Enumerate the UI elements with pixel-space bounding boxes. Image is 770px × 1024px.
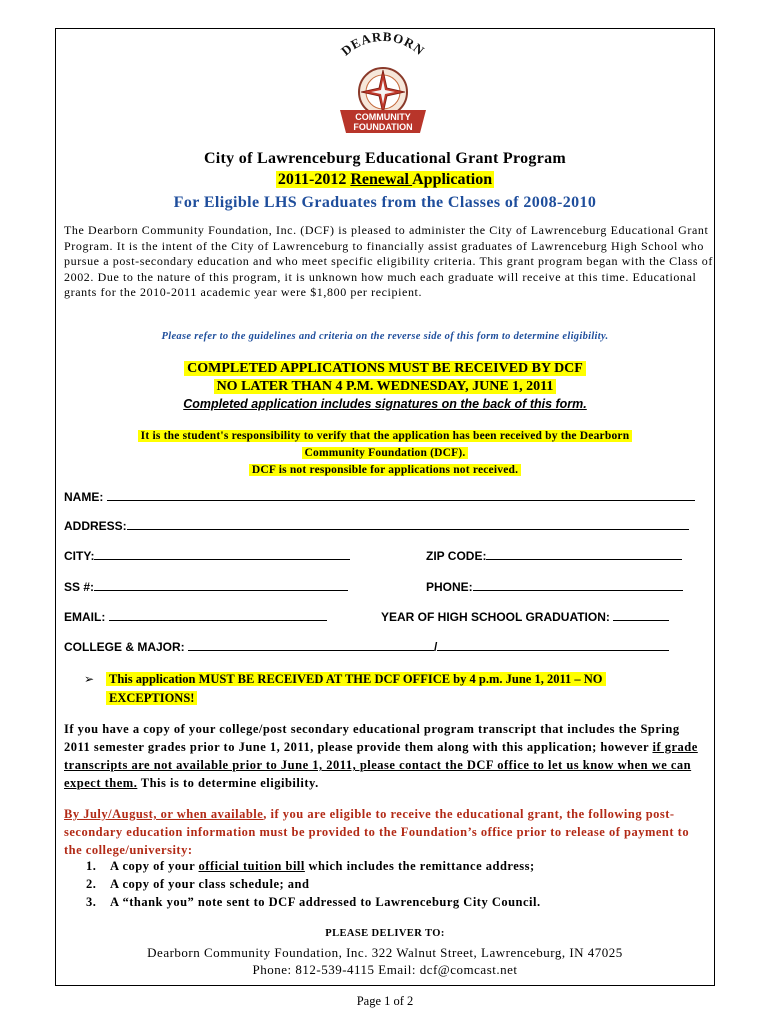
list-item: 3. A “thank you” note sent to DCF addressed to Lawrenceburg City Council. <box>86 895 541 909</box>
dearborn-logo <box>318 32 448 134</box>
subtitle: 2011-2012 Renewal Application <box>277 171 493 188</box>
graduation-year-field[interactable]: YEAR OF HIGH SCHOOL GRADUATION: <box>381 610 669 624</box>
payment-paragraph: By July/August, or when available, if you are eligible to receive the educational grant, the following post-secondary education information must be provided to the Foundation’s office prior to release of payment to the college/university: <box>64 807 690 857</box>
phone-field[interactable]: PHONE: <box>426 580 683 594</box>
list-item: 2. A copy of your class schedule; and <box>86 877 310 891</box>
deadline-subnote: Completed application includes signatures on the back of this form. <box>183 397 587 411</box>
list-item: 1. A copy of your official tuition bill which includes the remittance address; <box>86 859 535 873</box>
name-field[interactable]: NAME: <box>64 490 695 504</box>
eligibility-heading: For Eligible LHS Graduates from the Classes of 2008-2010 <box>173 194 597 211</box>
requirements-list <box>86 857 541 911</box>
svg-text:DEARBORN <box>338 32 428 58</box>
zip-code-field[interactable]: ZIP CODE: <box>426 549 682 563</box>
deliver-contact: Phone: 812-539-4115 Email: dcf@comcast.net <box>252 962 518 977</box>
guidelines-note: Please refer to the guidelines and criteria on the reverse side of this form to determine eligibility. <box>161 331 609 342</box>
page-number: Page 1 of 2 <box>356 994 414 1008</box>
logo-banner-line1: COMMUNITY <box>355 112 411 122</box>
deadline-notice: COMPLETED APPLICATIONS MUST BE RECEIVED BY DCF NO LATER THAN 4 P.M. WEDNESDAY, JUNE 1, 2011 <box>60 360 710 396</box>
arrow-bullet-icon: ➢ <box>84 672 95 686</box>
logo-banner-line2: FOUNDATION <box>353 122 413 132</box>
email-field[interactable]: EMAIL: <box>64 610 327 624</box>
logo-word: DEARBORN <box>338 32 428 59</box>
intro-paragraph: The Dearborn Community Foundation, Inc. (DCF) is pleased to administer the City of Lawrenceburg Educational Grant Program. It is the intent of the City of Lawrenceburg to financially assist graduates of Lawrenceburg High School who pursue a post-secondary education and who meet specific eligibility criteria. This grant program began with the Class of 2002. Due to the nature of this program, it is unknown how much each graduate will receive at this time. Educational grants for the 2010-2011 academic year were $1,800 per recipient. <box>64 223 713 300</box>
deliver-address: Dearborn Community Foundation, Inc. 322 Walnut Street, Lawrenceburg, IN 47025 <box>147 945 623 960</box>
address-field[interactable]: ADDRESS: <box>64 519 689 533</box>
responsibility-notice: It is the student's responsibility to verify that the application has been received by the Dearborn Community Foundation (DCF). DCF is not responsible for applications not received. <box>60 428 710 479</box>
college-major-field[interactable]: COLLEGE & MAJOR: / <box>64 640 669 654</box>
college-major-separator: / <box>434 640 438 654</box>
ss-number-field[interactable]: SS #: <box>64 580 348 594</box>
deliver-heading: PLEASE DELIVER TO: <box>325 928 445 939</box>
city-field[interactable]: CITY: <box>64 549 350 563</box>
transcript-paragraph: If you have a copy of your college/post secondary educational program transcript that includes the Spring 2011 semester grades prior to June 1, 2011, please provide them along with this application; however if grade transcripts are not available prior to June 1, 2011, please contact the DCF office to let us know when we can expect them. This is to determine eligibility. <box>64 722 698 790</box>
page-title: City of Lawrenceburg Educational Grant Program <box>203 150 567 167</box>
